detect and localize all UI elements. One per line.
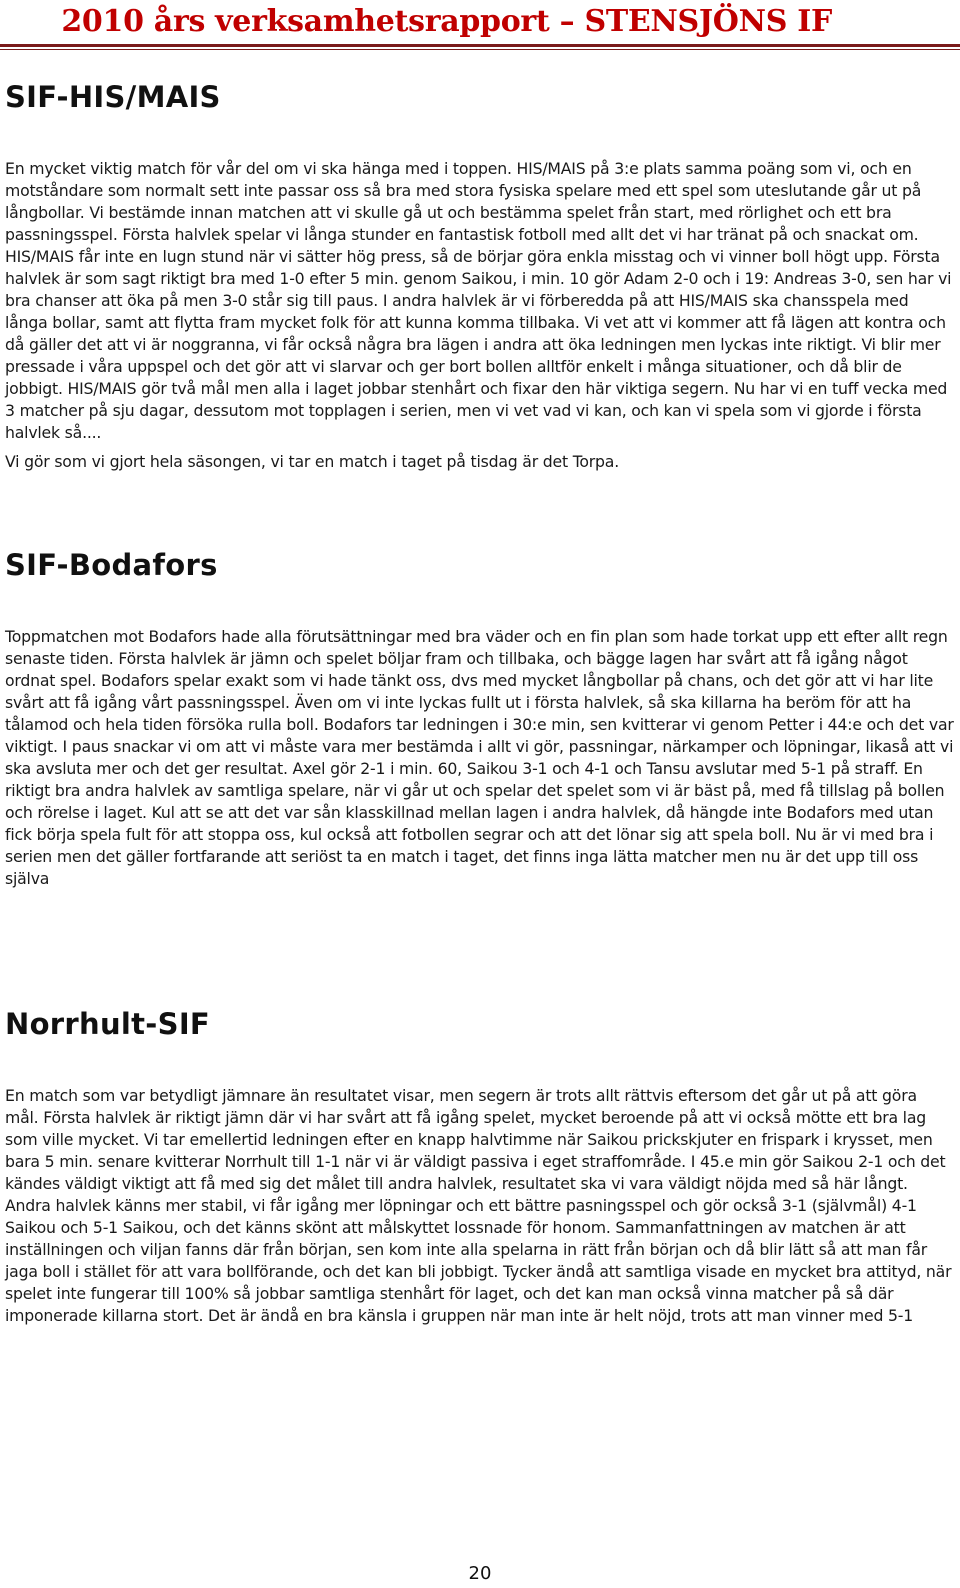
section-sif-bodafors (5, 548, 955, 890)
section-norrhult-sif (5, 1007, 955, 1327)
section-heading: SIF-HIS/MAIS (5, 80, 221, 114)
section-paragraph: Vi gör som vi gjort hela säsongen, vi tar en match i taget på tisdag är det Torpa. (5, 452, 620, 471)
section-heading: Norrhult-SIF (5, 1007, 211, 1041)
section-paragraph: Toppmatchen mot Bodafors hade alla förutsättningar med bra väder och en fin plan som hade torkat upp ett efter allt regn senaste tiden. Första halvlek är jämn och spelet böljar fram och tillbaka, och bägge lagen har svårt att få igång något ordnat spel. Bodafors spelar exakt som vi hade tänkt oss, dvs med mycket långbollar på chans, och det gör att vi har lite svårt att få igång vårt passningsspel. Även om vi inte lyckas fullt ut i första halvlek, så ska killarna ha beröm för att ha tålamod och hela tiden försöka rulla boll. Bodafors tar ledningen i 30:e min, sen kvitterar vi genom Petter i 44:e och det var viktigt. I paus snackar vi om att vi måste vara mer bestämda i allt vi gör, passningar, närkamper och löpningar, likaså att vi ska avsluta mer och det ger resultat. Axel gör 2-1 i min. 60, Saikou 3-1 och 4-1 och Tansu avslutar med 5-1 på straff. En riktigt bra andra halvlek av samtliga spelare, när vi går ut och spelar det spelet som vi är bäst på, med få tillslag på bollen och rörelse i laget. Kul att se att det var sån klasskillnad mellan lagen i andra halvlek, då hängde inte Bodafors med utan fick börja spela fult för att stoppa oss, kul också att fotbollen segrar och att det lönar sig att spela boll. Nu är vi med bra i serien men det gäller fortfarande att seriöst ta en match i taget, det finns inga lätta matcher men nu är det upp till oss själva (5, 627, 954, 888)
header-rule (0, 44, 960, 47)
page-header (0, 0, 960, 52)
page-number: 20 (468, 1563, 492, 1584)
report-title: 2010 års verksamhetsrapport – STENSJÖNS IF (61, 4, 832, 39)
section-heading: SIF-Bodafors (5, 548, 218, 582)
section-sif-his-mais (5, 80, 955, 473)
section-paragraph: En mycket viktig match för vår del om vi ska hänga med i toppen. HIS/MAIS på 3:e plats samma poäng som vi, och en motståndare som normalt sett inte passar oss så bra med stora fysiska spelare med ett spel som uteslutande går ut på långbollar. Vi bestämde innan matchen att vi skulle gå ut och bestämma spelet från start, med rörlighet och ett bra passningsspel. Första halvlek spelar vi långa stunder en fantastisk fotboll med allt det vi har tränat på och snackat om. HIS/MAIS får inte en lugn stund när vi sätter hög press, så de börjar göra enkla misstag och vi vinner boll högt upp. Första halvlek är som sagt riktigt bra med 1-0 efter 5 min. genom Saikou, i min. 10 gör Adam 2-0 och i 19: Andreas 3-0, sen har vi bra chanser att öka på men 3-0 står sig till paus. I andra halvlek är vi förberedda på att HIS/MAIS ska chansspela med långa bollar, samt att flytta fram mycket folk för att kunna komma tillbaka. Vi vet att vi kommer att få lägen att kontra och då gäller det att vi är noggranna, vi får också några bra lägen i andra att öka ledningen men lyckas inte riktigt. Vi blir mer pressade i våra uppspel och det gör att vi slarvar och ger bort bollen alltför enkelt i många situationer, och då blir de jobbigt. HIS/MAIS gör två mål men alla i laget jobbar stenhårt och fixar den här viktiga segern. Nu har vi en tuff vecka med 3 matcher på sju dagar, dessutom mot topplagen i serien, men vi vet vad vi kan, och kan vi spela som vi gjorde i första halvlek så.... (5, 159, 952, 442)
section-paragraph: En match som var betydligt jämnare än resultatet visar, men segern är trots allt rättvis eftersom det går ut på att göra mål. Första halvlek är riktigt jämn där vi har svårt att få igång spelet, mycket beroende på att vi också mötte ett bra lag som ville mycket. Vi tar emellertid ledningen efter en knapp halvtimme när Saikou prickskjuter en frispark i krysset, men bara 5 min. senare kvitterar Norrhult till 1-1 när vi är väldigt passiva i eget straffområde. I 45.e min gör Saikou 2-1 och det kändes väldigt viktigt att få med sig det målet till andra halvlek, resultatet ska vi vara väldigt nöjda med så här långt. Andra halvlek känns mer stabil, vi får igång mer löpningar och ett bättre pasningsspel och gör också 3-1 (självmål) 4-1 Saikou och 5-1 Saikou, och det känns skönt att målskyttet lossnade för honom. Sammanfattningen av matchen är att inställningen och viljan fanns där från början, sen kom inte alla spelarna in rätt från början och då blir lätt så att man får jaga boll i stället för att vara bollförande, och det kan bli jobbigt. Tycker ändå att samtliga visade en mycket bra attityd, när spelet inte fungerar till 100% så jobbar samtliga stenhårt för laget, och det kan man också vinna matcher på så där imponerade killarna stort. Det är ändå en bra känsla i gruppen när man inte är helt nöjd, trots att man vinner med 5-1 (5, 1086, 952, 1325)
header-rule-thin (0, 49, 960, 50)
